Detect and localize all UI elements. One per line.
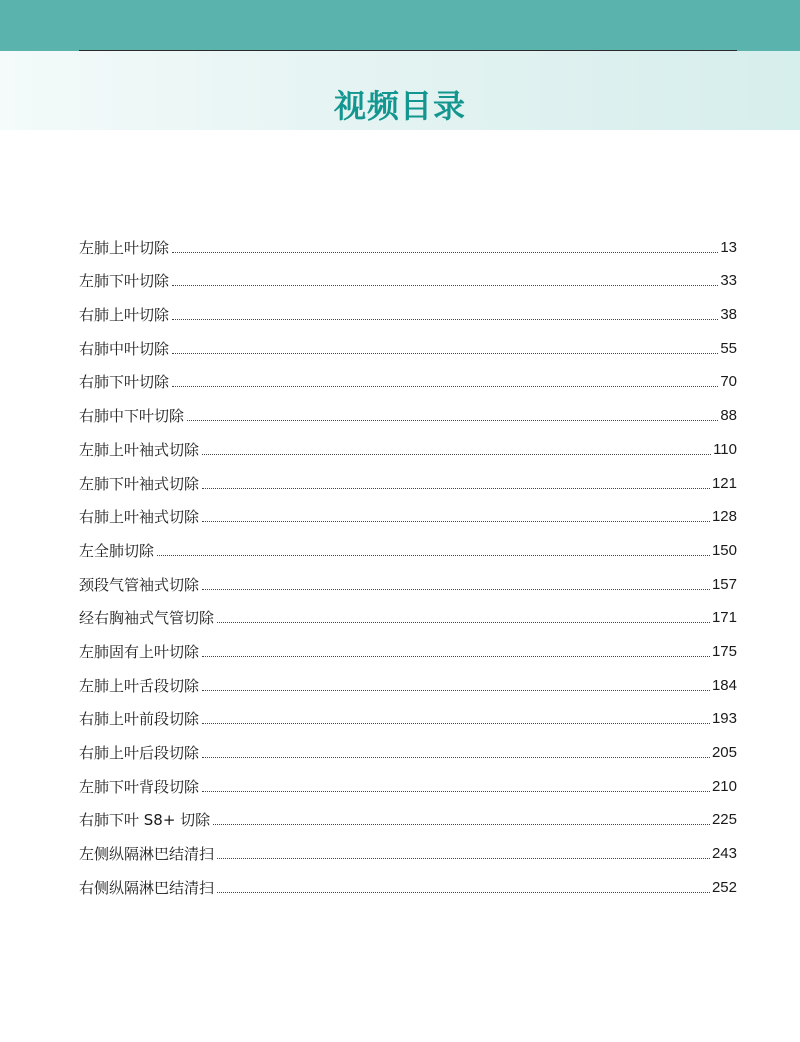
toc-entry-title: 右肺上叶后段切除 [79,744,200,762]
toc-entry-page: 157 [711,575,737,593]
toc-entry-title: 颈段气管袖式切除 [79,575,200,594]
toc-entry-title: 右肺中叶切除 [79,339,170,358]
toc-entry-page: 210 [711,777,737,795]
toc-entry[interactable] [79,729,737,763]
toc-entry-title: 右肺下叶切除 [79,373,170,392]
dot-leader [172,386,718,387]
dot-leader [202,488,710,489]
dot-leader [217,858,710,859]
toc-entry[interactable] [79,494,737,528]
toc-entry[interactable] [79,830,737,864]
toc-entry-page: 252 [711,878,737,896]
toc-entry-page: 175 [711,642,737,660]
table-of-contents [79,224,737,898]
toc-entry-title: 右侧纵隔淋巴结清扫 [79,878,215,897]
dot-leader [172,319,718,320]
toc-entry[interactable] [79,864,737,898]
dot-leader [217,622,710,623]
dot-leader [172,285,718,286]
toc-entry[interactable] [79,763,737,797]
toc-entry-title: 左肺下叶背段切除 [79,777,200,796]
header-bar [0,0,800,51]
toc-entry-title: 左肺固有上叶切除 [79,642,200,661]
toc-entry-page: 205 [711,744,737,761]
dot-leader [213,824,710,825]
toc-entry-page: 184 [711,676,737,694]
toc-entry[interactable] [79,797,737,831]
page-title: 视频目录 [333,87,466,125]
toc-entry-title: 经右胸袖式气管切除 [79,609,215,628]
toc-entry[interactable] [79,527,737,561]
toc-entry-page: 171 [711,609,737,627]
toc-entry-page: 70 [720,373,737,391]
toc-entry-page: 193 [711,710,737,728]
toc-entry-title: 左肺上叶袖式切除 [79,440,200,459]
header-rule [79,50,737,51]
toc-entry[interactable] [79,696,737,730]
toc-entry-page: 243 [711,845,737,863]
dot-leader [202,521,710,522]
toc-entry-page: 121 [711,474,737,492]
dot-leader [172,353,718,354]
dot-leader [202,589,710,590]
dot-leader [202,723,710,724]
toc-entry[interactable] [79,224,737,258]
toc-entry[interactable] [79,291,737,325]
toc-entry[interactable] [79,595,737,629]
toc-entry-title: 右肺上叶前段切除 [79,710,200,729]
toc-entry-page: 33 [720,272,737,290]
toc-entry[interactable] [79,561,737,595]
dot-leader [187,420,718,421]
toc-entry-title: 左肺上叶切除 [79,238,170,257]
toc-entry-title: 左肺下叶袖式切除 [79,474,200,493]
toc-entry-title: 右肺上叶袖式切除 [79,508,200,527]
toc-entry-title: 左肺下叶切除 [79,272,170,291]
toc-entry-title: 左侧纵隔淋巴结清扫 [79,845,215,864]
toc-entry[interactable] [79,426,737,460]
toc-entry-title: 右肺中下叶切除 [79,407,185,426]
dot-leader [157,555,710,556]
dot-leader [172,252,718,253]
toc-entry-page: 150 [711,541,737,559]
toc-entry[interactable] [79,392,737,426]
toc-entry[interactable] [79,258,737,292]
toc-entry[interactable] [79,460,737,494]
toc-entry-page: 128 [711,508,737,526]
dot-leader [202,656,710,657]
toc-entry-page: 38 [720,306,737,324]
toc-entry-title: 右肺上叶切除 [79,306,170,325]
toc-entry[interactable] [79,359,737,393]
toc-entry-title: 左全肺切除 [79,541,155,560]
toc-entry[interactable] [79,325,737,359]
toc-entry-title: 左肺上叶舌段切除 [79,676,200,695]
dot-leader [202,454,711,455]
toc-entry-page: 225 [711,811,737,829]
toc-entry-page: 110 [713,440,737,458]
toc-entry-title: 右肺下叶 S8+ 切除 [79,811,211,830]
dot-leader [202,791,710,792]
dot-leader [202,690,710,691]
toc-entry-page: 88 [720,407,737,425]
toc-entry[interactable] [79,662,737,696]
dot-leader [217,892,710,893]
toc-entry-page: 55 [720,339,737,357]
toc-entry[interactable] [79,628,737,662]
toc-entry-page: 13 [720,238,737,256]
dot-leader [202,757,710,758]
